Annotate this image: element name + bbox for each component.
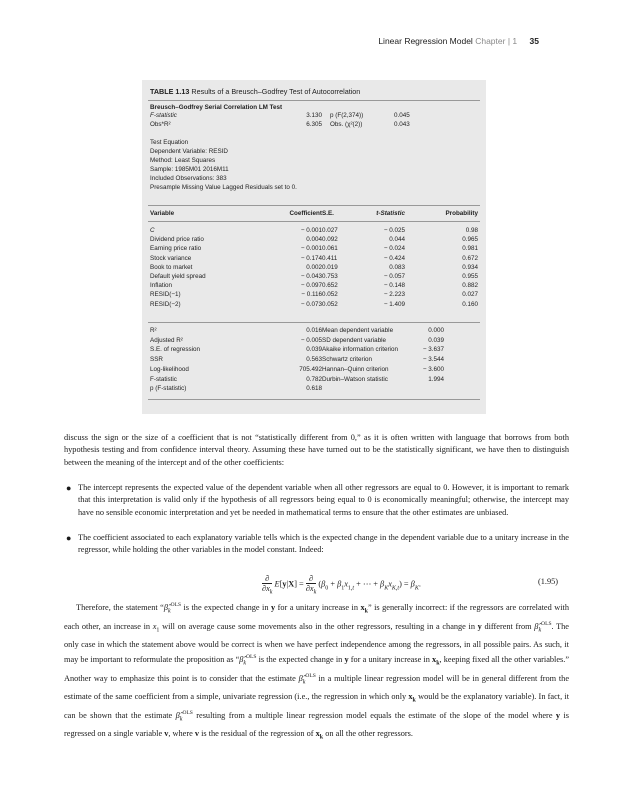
info-line: Dependent Variable: RESID [150,148,228,155]
cell-se: 0.061 [322,245,338,253]
table-title [150,87,360,96]
stat-name-right: Mean dependent variable [322,327,394,334]
cell-probability: 0.160 [462,300,478,308]
table-rule [148,322,480,323]
table-rule [148,221,480,222]
cell-variable: RESID(−2) [150,300,181,308]
equation-body: ∂ $\partial x_k$ E[y|X] = ∂ $\partial x_k$ ($\beta_0 + \beta_1x_{1,t}$ + ⋯ + $\beta_Kx_{K,t}) = \beta_K$. [262,574,421,596]
cell-coefficient: − 0.073 [300,300,322,308]
stat-value: 0.782 [306,375,322,383]
cell-variable: Dividend price ratio [150,236,204,244]
table-rule [148,205,480,206]
running-title: Linear Regression Model [378,36,473,46]
stat-value: 0.563 [306,356,322,364]
table-caption: Results of a Breusch–Godfrey Test of Autocorrelation [191,87,361,96]
stat-name-right: SD dependent variable [322,336,387,344]
cell-se: 0.652 [322,282,338,290]
stat-value: 0.039 [306,346,322,354]
stat-value: 0.016 [306,327,322,334]
stat-value-right: − 3.544 [422,356,444,364]
cell-probability: 0.882 [462,282,478,290]
stat-value: − 0.005 [300,336,322,344]
column-header-coefficient: Coefficient [289,210,322,217]
cell-variable: RESID(−1) [150,291,181,299]
cell-se: 0.019 [322,263,338,271]
cell-variable: Inflation [150,282,173,290]
stat-value-right: − 3.637 [422,346,444,354]
cell-probability: 0.027 [462,291,478,299]
cell-probability: 0.672 [462,254,478,262]
cell-variable: Default yield spread [150,273,206,280]
cell-variable: C [150,227,155,234]
cell-se: 0.411 [322,254,338,262]
cell-t-statistic: − 0.057 [383,273,405,280]
column-header-variable: Variable [150,210,175,217]
header-separator: | [507,36,511,46]
cell-se: 0.052 [322,291,338,299]
info-line: Method: Least Squares [150,157,216,164]
stat-name-right: Durbin–Watson statistic [322,375,388,383]
table-rule [148,399,480,400]
stat-name: F-statistic [150,375,177,383]
lm-row-p-value: 0.043 [394,121,410,128]
lm-row-value: 6.305 [306,121,322,128]
paragraph-1: discuss the sign or the size of a coefficient that is not “statistically different from 0,” as it is often written with language that borrows from both hypothesis testing and from confidence interval theory. Assuming these have turned out to be the statistically significant, we have then to distinguish between the meaning of the intercept and of the other coefficients: [64,433,569,467]
cell-probability: 0.98 [465,227,478,234]
cell-se: 0.052 [322,300,338,308]
table-label: TABLE 1.13 [150,87,190,96]
stat-value: 0.618 [306,385,322,393]
paragraph-2: Therefore, the statement “$\betâ_k^{OLS}$ is the expected change in y for a unitary increase in $x_k$” is generally incorrect: if the regressors are correlated with each other, an increase in $x_1$ will on average cause some movements also in the other regressors, resulting in a change in y different from $\betâ_k^{OLS}$. The only case in which the statement above would be correct is when we have perfect independence among the regressors, in all possible pairs. As such, it may be important to reformulate the proposition as “$\betâ_k^{OLS}$ is the expected change in y for a unitary increase in $x_k$, keeping fixed all the other variables.” Another way to emphasize this point is to consider that the estimate $\betâ_k^{OLS}$ in a multiple linear regression model will be in general different from the estimate of the same coefficient from a simple, univariate regression (i.e., the regression in which only $x_k$ would be the explanatory variable). In fact, it can be shown that the estimate $\betâ_k^{OLS}$ resulting from a multiple linear regression model equals the estimate of the slope of the model where y is regressed on a single variable v, where v is the residual of the regression of $x_k$ on all the other regressors. [64,602,570,741]
info-line: Test Equation [150,139,189,146]
cell-t-statistic: − 0.148 [383,282,405,290]
chapter-label: Chapter [475,36,506,46]
lm-test-title: Breusch–Godfrey Serial Correlation LM Test [150,104,283,111]
page-number: 35 [529,36,539,46]
stat-name-right: Schwartz criterion [322,356,373,364]
running-header [378,36,539,46]
cell-se: 0.027 [322,227,338,234]
cell-coefficient: − 0.116 [301,291,322,299]
table-box [142,80,486,414]
stat-name: S.E. of regression [150,346,201,354]
cell-se: 0.753 [322,273,338,280]
stat-name: Log-likelihood [150,365,189,373]
cell-t-statistic: 0.044 [389,236,405,244]
cell-t-statistic: − 0.025 [383,227,405,234]
stat-value: 705.492 [299,365,322,373]
column-header-t-statistic: t-Statistic [376,210,405,217]
equation-number: (1.95) [538,577,559,586]
lm-row-value: 3.130 [306,112,322,119]
cell-coefficient: − 0.174 [300,254,322,262]
lm-row-name: F-statistic [150,112,177,119]
info-line: Included Observations: 383 [150,175,227,182]
table-rule [148,100,480,101]
stat-value-right: 1.994 [428,375,444,383]
stat-value-right: 0.000 [428,327,444,334]
info-line: Presample Missing Value Lagged Residuals set to 0. [150,184,297,191]
info-line: Sample: 1985M01 2016M11 [150,166,229,173]
stat-name-right: Hannan–Quinn criterion [322,365,389,373]
cell-coefficient: − 0.001 [300,245,322,253]
cell-variable: Earning price ratio [150,245,202,253]
bullet-marker: ● [66,533,72,543]
bullet-marker: ● [66,483,72,493]
stat-name-right: Akaike information criterion [322,346,398,354]
cell-t-statistic: − 0.424 [383,254,405,262]
cell-variable: Stock variance [150,254,192,262]
cell-coefficient: 0.004 [306,236,322,244]
stat-name: Adjusted R² [150,336,183,344]
cell-variable: Book to market [150,263,193,271]
cell-t-statistic: 0.083 [389,263,405,271]
lm-row-name: Obs*R² [150,121,171,128]
chapter-number: 1 [512,36,518,46]
stat-name: R² [150,327,157,334]
cell-t-statistic: − 1.409 [383,300,405,308]
stat-value-right: − 3.600 [422,365,444,373]
cell-probability: 0.934 [462,263,478,271]
cell-probability: 0.965 [462,236,478,244]
bullet-item-intercept: The intercept represents the expected value of the dependent variable when all other regressors are equal to 0. However, it is important to remark that this interpretation is valid only if the hypothesis of all regressors being equal to 0 is economically meaningful; otherwise, the intercept may have no sensible economic interpretation and yet be needed in mathematical terms to ensure that the other estimates are unbiased. [78,483,569,517]
cell-probability: 0.981 [462,245,478,253]
lm-row-p-value: 0.045 [394,112,410,119]
lm-row-p-label: Obs. (χ²(2)) [330,121,363,128]
stat-value-right: 0.039 [428,336,444,344]
cell-coefficient: 0.002 [306,263,322,271]
cell-se: 0.092 [322,236,338,244]
cell-coefficient: − 0.043 [300,273,322,280]
cell-probability: 0.955 [462,273,478,280]
cell-t-statistic: − 0.024 [383,245,405,253]
cell-coefficient: − 0.097 [300,282,322,290]
lm-row-p-label: p (F(2,374)) [330,112,364,119]
bullet-item-coefficient: The coefficient associated to each explanatory variable tells which is the expected change in the dependent variable due to a unitary increase in the regressor, while holding the other variables in the model constant. Indeed: [78,533,569,555]
cell-t-statistic: − 2.223 [383,291,405,299]
column-header-probability: Probability [445,210,478,217]
column-header-se: S.E. [322,210,334,217]
stat-name: SSR [150,356,163,364]
cell-coefficient: − 0.001 [300,227,322,234]
stat-name: p (F-statistic) [150,385,187,393]
